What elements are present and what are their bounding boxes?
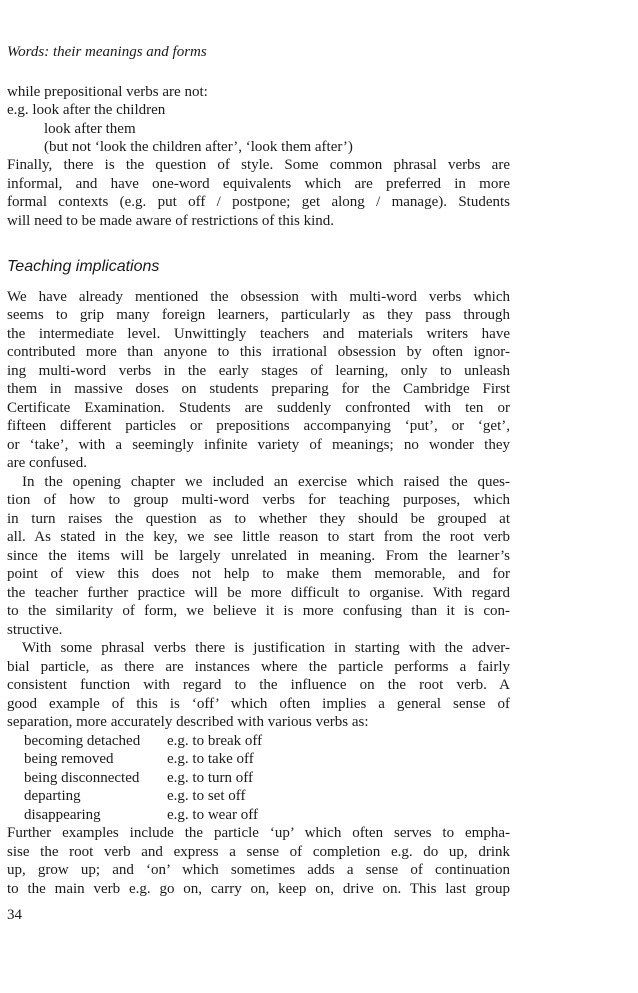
text-line: to the similarity of form, we believe it is more confusing than it is con- bbox=[7, 603, 510, 619]
text-line: Finally, there is the question of style. Some common phrasal verbs are bbox=[7, 157, 510, 173]
text-line: e.g. look after the children bbox=[7, 102, 166, 118]
text-line: look after them bbox=[44, 121, 136, 137]
sense-example: e.g. to turn off bbox=[167, 770, 253, 786]
text-line: fifteen different particles or prepositions accompanying ‘put’, or ‘get’, bbox=[7, 418, 510, 434]
page-number: 34 bbox=[7, 907, 22, 923]
sense-example: e.g. to set off bbox=[167, 788, 246, 804]
text-line: separation, more accurately described with various verbs as: bbox=[7, 714, 369, 730]
text-line: contributed more than anyone to this irrational obsession by often ignor- bbox=[7, 344, 510, 360]
text-line: are confused. bbox=[7, 455, 87, 471]
text-line: the intermediate level. Unwittingly teachers and materials writers have bbox=[7, 326, 510, 342]
section-heading: Teaching implications bbox=[7, 258, 160, 275]
text-line: or ‘take’, with a seemingly infinite variety of meanings; no wonder they bbox=[7, 437, 510, 453]
text-line: good example of this is ‘off’ which often implies a general sense of bbox=[7, 696, 510, 712]
text-line: seems to grip many foreign learners, particularly as they pass through bbox=[7, 307, 510, 323]
running-header: Words: their meanings and forms bbox=[7, 44, 207, 60]
text-line: in turn raises the question as to whether they should be grouped at bbox=[7, 511, 510, 527]
text-line: up, grow up; and ‘on’ which sometimes adds a sense of continuation bbox=[7, 862, 510, 878]
text-line: consistent function with regard to the influence on the root verb. A bbox=[7, 677, 510, 693]
sense-example: e.g. to wear off bbox=[167, 807, 258, 823]
text-line: to the main verb e.g. go on, carry on, keep on, drive on. This last group bbox=[7, 881, 510, 897]
text-line: ing multi-word verbs in the early stages of learning, only to unleash bbox=[7, 363, 510, 379]
text-line: We have already mentioned the obsession with multi-word verbs which bbox=[7, 289, 510, 305]
sense-label: disappearing bbox=[24, 807, 101, 823]
text-line: Further examples include the particle ‘up’ which often serves to empha- bbox=[7, 825, 510, 841]
sense-example: e.g. to break off bbox=[167, 733, 263, 749]
text-line: formal contexts (e.g. put off / postpone; get along / manage). Students bbox=[7, 194, 510, 210]
text-line: them in massive doses on students preparing for the Cambridge First bbox=[7, 381, 510, 397]
text-line: all. As stated in the key, we see little reason to start from the root verb bbox=[7, 529, 510, 545]
text-line: With some phrasal verbs there is justification in starting with the adver- bbox=[22, 640, 510, 656]
text-line: tion of how to group multi-word verbs for teaching purposes, which bbox=[7, 492, 510, 508]
text-line: (but not ‘look the children after’, ‘look them after’) bbox=[44, 139, 353, 155]
text-line: will need to be made aware of restrictions of this kind. bbox=[7, 213, 334, 229]
text-line: informal, and have one-word equivalents which are preferred in more bbox=[7, 176, 510, 192]
sense-example: e.g. to take off bbox=[167, 751, 254, 767]
sense-label: departing bbox=[24, 788, 81, 804]
text-line: since the items will be largely unrelated in meaning. From the learner’s bbox=[7, 548, 510, 564]
text-line: Certificate Examination. Students are suddenly confronted with ten or bbox=[7, 400, 510, 416]
text-line: In the opening chapter we included an exercise which raised the ques- bbox=[22, 474, 510, 490]
text-line: while prepositional verbs are not: bbox=[7, 84, 208, 100]
text-line: the teacher further practice will be more difficult to organise. With regard bbox=[7, 585, 510, 601]
sense-label: being removed bbox=[24, 751, 114, 767]
text-line: structive. bbox=[7, 622, 63, 638]
sense-label: being disconnected bbox=[24, 770, 140, 786]
text-line: point of view this does not help to make them memorable, and for bbox=[7, 566, 510, 582]
text-line: sise the root verb and express a sense of completion e.g. do up, drink bbox=[7, 844, 510, 860]
sense-label: becoming detached bbox=[24, 733, 141, 749]
text-line: bial particle, as there are instances where the particle performs a fairly bbox=[7, 659, 510, 675]
